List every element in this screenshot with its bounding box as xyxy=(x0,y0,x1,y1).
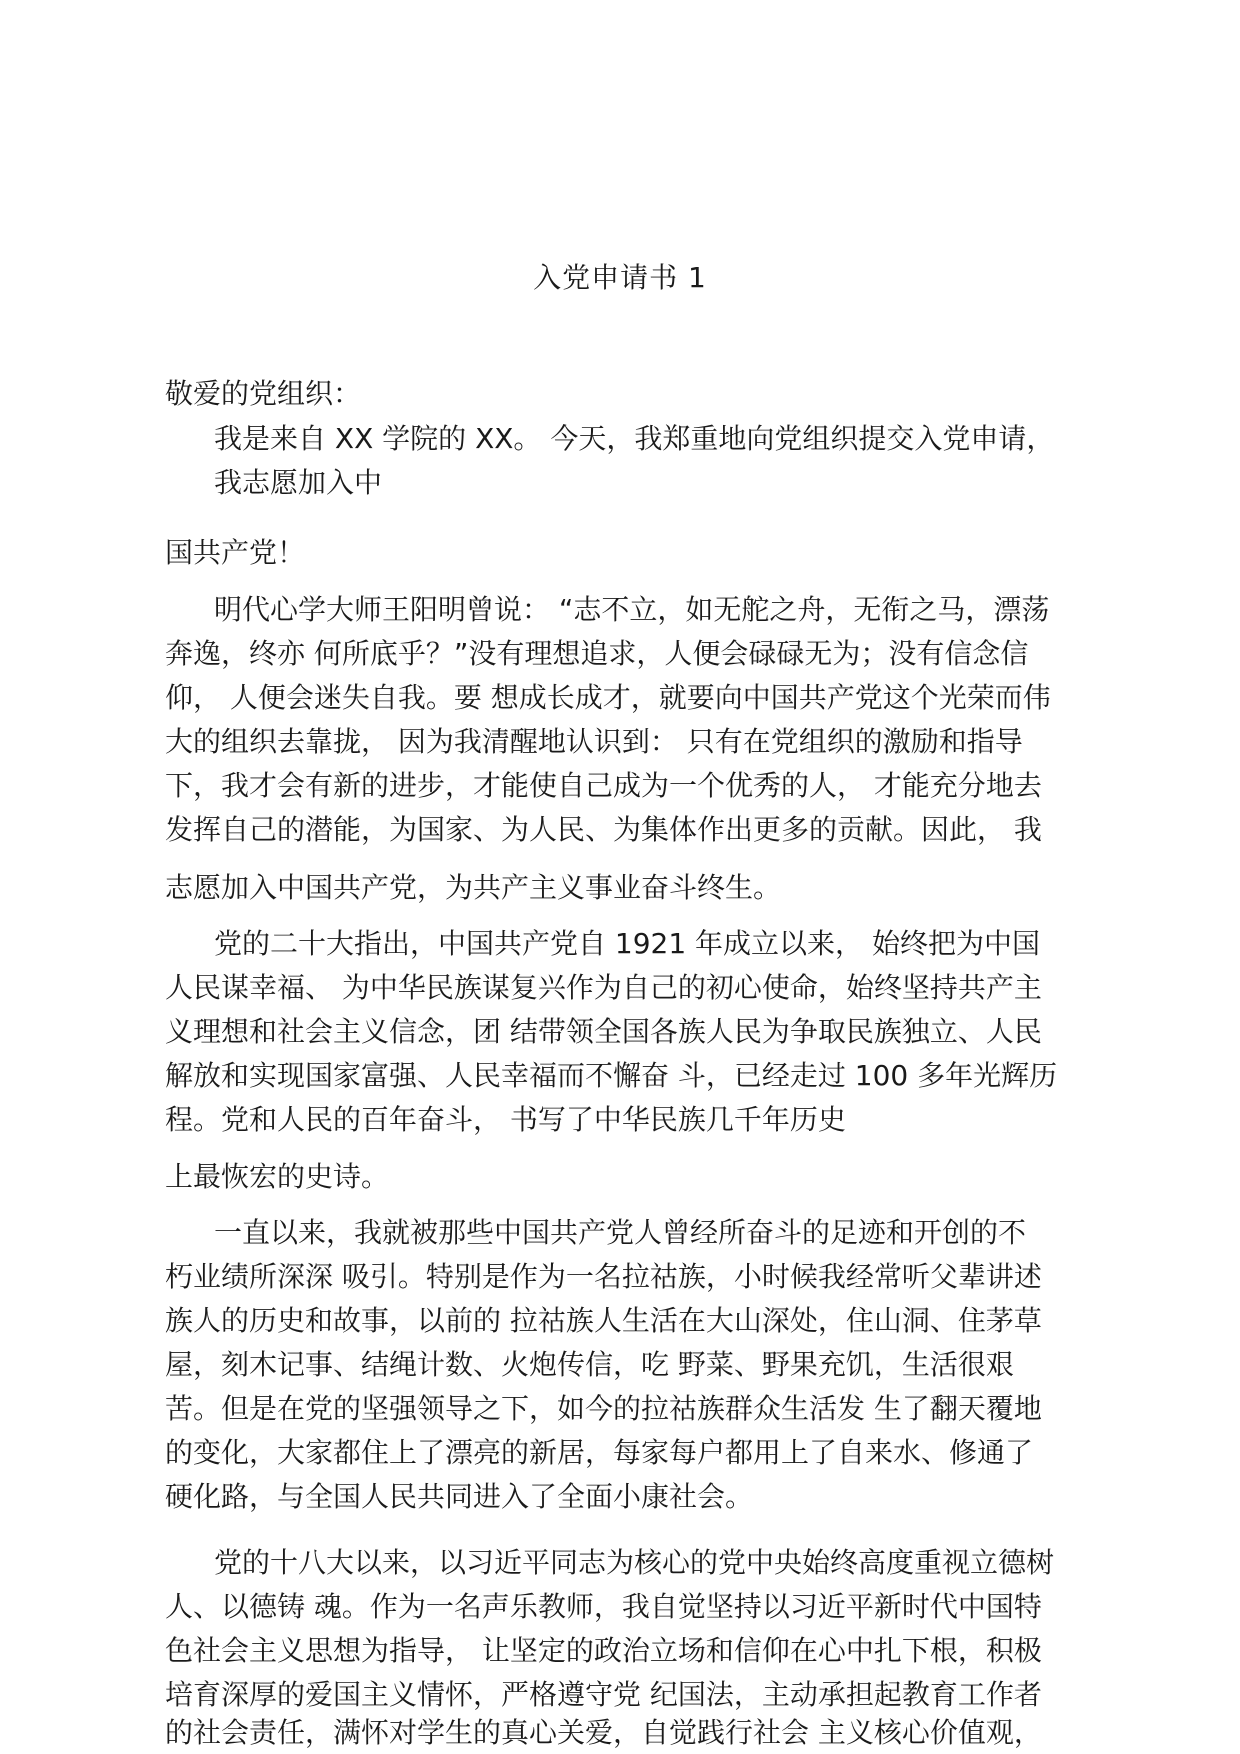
document-title: 入党申请书 1 xyxy=(533,261,707,294)
paragraph-line: 奔逸，终亦 何所底乎？”没有理想追求，人便会碌碌无为；没有信念信 xyxy=(165,637,1029,670)
paragraph-line: 党的二十大指出，中国共产党自 1921 年成立以来， 始终把为中国 xyxy=(214,927,1040,960)
paragraph-line: 明代心学大师王阳明曾说： “志不立，如无舵之舟，无衔之马，漂荡 xyxy=(214,593,1050,626)
paragraph-line: 大的组织去靠拢， 因为我清醒地认识到： 只有在党组织的激励和指导 xyxy=(165,725,1023,758)
paragraph-line: 上最恢宏的史诗。 xyxy=(165,1160,390,1193)
paragraph-line: 族人的历史和故事，以前的 拉祜族人生活在大山深处，住山洞、住茅草 xyxy=(165,1304,1042,1337)
paragraph-line: 色社会主义思想为指导， 让坚定的政治立场和信仰在心中扎下根，积极 xyxy=(165,1634,1042,1667)
paragraph-line: 解放和实现国家富强、人民幸福而不懈奋 斗，已经走过 100 多年光辉历 xyxy=(165,1059,1058,1092)
paragraph-line: 义理想和社会主义信念，团 结带领全国各族人民为争取民族独立、人民 xyxy=(165,1015,1042,1048)
paragraph-line: 屋，刻木记事、结绳计数、火炮传信，吃 野菜、野果充饥，生活很艰 xyxy=(165,1348,1014,1381)
paragraph-line: 我是来自 XX 学院的 XX。 今天，我郑重地向党组织提交入党申请， xyxy=(214,422,1055,455)
paragraph-line: 下，我才会有新的进步，才能使自己成为一个优秀的人， 才能充分地去 xyxy=(165,769,1042,802)
paragraph-line: 发挥自己的潜能，为国家、为人民、为集体作出更多的贡献。因此， 我 xyxy=(165,813,1042,846)
paragraph-line: 人、以德铸 魂。作为一名声乐教师，我自觉坚持以习近平新时代中国特 xyxy=(165,1590,1042,1623)
paragraph-line: 程。党和人民的百年奋斗， 书写了中华民族几千年历史 xyxy=(165,1103,846,1136)
paragraph-line: 的变化，大家都住上了漂亮的新居，每家每户都用上了自来水、修通了 xyxy=(165,1436,1034,1469)
paragraph-line: 国共产党！ xyxy=(165,536,306,569)
paragraph-line: 培育深厚的爱国主义情怀，严格遵守党 纪国法，主动承担起教育工作者 xyxy=(165,1678,1042,1711)
paragraph-line: 的社会责任，满怀对学生的真心关爱，自觉践行社会 主义核心价值观， xyxy=(165,1716,1042,1749)
paragraph-line: 我志愿加入中 xyxy=(214,466,383,499)
paragraph-line: 朽业绩所深深 吸引。特别是作为一名拉祜族，小时候我经常听父辈讲述 xyxy=(165,1260,1042,1293)
paragraph-line: 一直以来，我就被那些中国共产党人曾经所奋斗的足迹和开创的不 xyxy=(214,1216,1027,1249)
paragraph-line: 志愿加入中国共产党，为共产主义事业奋斗终生。 xyxy=(165,871,782,904)
paragraph-line: 党的十八大以来，以习近平同志为核心的党中央始终高度重视立德树 xyxy=(214,1546,1055,1579)
paragraph-line: 硬化路，与全国人民共同进入了全面小康社会。 xyxy=(165,1480,754,1513)
paragraph-line: 仰， 人便会迷失自我。要 想成长成才，就要向中国共产党这个光荣而伟 xyxy=(165,681,1051,714)
paragraph-line: 人民谋幸福、 为中华民族谋复兴作为自己的初心使命，始终坚持共产主 xyxy=(165,971,1042,1004)
salutation: 敬爱的党组织： xyxy=(165,377,362,410)
paragraph-line: 苦。但是在党的坚强领导之下，如今的拉祜族群众生活发 生了翻天覆地 xyxy=(165,1392,1042,1425)
